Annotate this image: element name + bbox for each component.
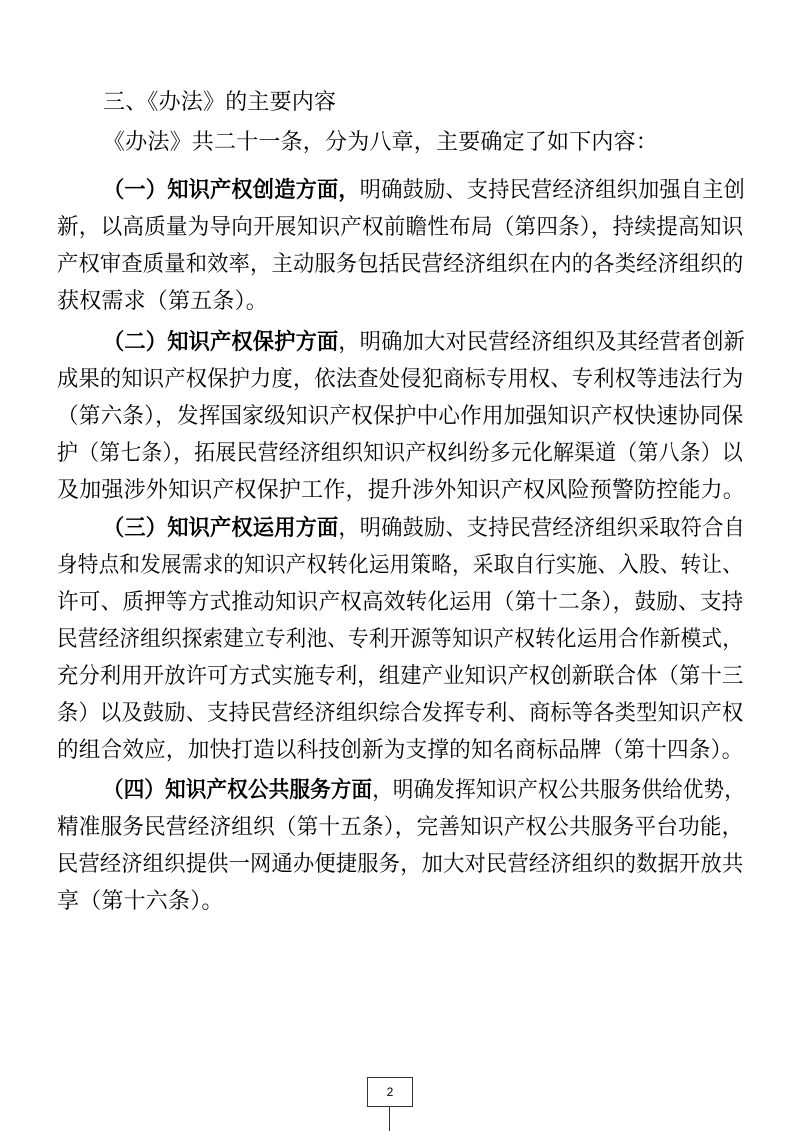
paragraph-4-first-line [103, 776, 745, 806]
paragraph-1-line: 获权需求（第五条）。 [57, 289, 269, 314]
paragraph-3-title: （三）知识产权运用方面 [103, 516, 339, 541]
paragraph-3-line: 身特点和发展需求的知识产权转化运用策略，采取自行实施、入股、转让、 [57, 553, 743, 578]
paragraph-2-text: ，明确加大对民营经济组织及其经营者创新 [338, 330, 745, 355]
paragraph-1-line: 新，以高质量为导向开展知识产权前瞻性布局（第四条），持续提高知识 [57, 215, 744, 240]
paragraph-4-text: ，明确发挥知识产权公共服务供给优势， [372, 778, 745, 803]
paragraph-2-line: 成果的知识产权保护力度，依法查处侵犯商标专用权、专利权等违法行为 [57, 367, 744, 392]
paragraph-2-line: 及加强涉外知识产权保护工作，提升涉外知识产权风险预警防控能力。 [57, 478, 745, 503]
paragraph-4-line: 精准服务民营经济组织（第十五条），完善知识产权公共服务平台功能， [57, 815, 744, 840]
paragraph-2-line: （第六条），发挥国家级知识产权保护中心作用加强知识产权快速协同保 [57, 404, 744, 429]
paragraph-3-line: 充分利用开放许可方式实施专利，组建产业知识产权创新联合体（第十三 [57, 664, 744, 689]
paragraph-4-title: （四）知识产权公共服务方面 [103, 778, 373, 803]
paragraph-2-line: 护（第七条），拓展民营经济组织知识产权纠纷多元化解渠道（第八条）以 [57, 441, 743, 466]
paragraph-4-line: 享（第十六条）。 [57, 889, 224, 914]
section-heading: 三、《办法》的主要内容 [103, 90, 337, 115]
paragraph-2-first-line [103, 328, 745, 358]
paragraph-2-title: （二）知识产权保护方面 [103, 330, 339, 355]
paragraph-3-line: 的组合效应，加快打造以科技创新为支撑的知名商标品牌（第十四条）。 [57, 738, 744, 763]
page-number: 2 [367, 1077, 413, 1107]
intro-line: 《办法》共二十一条，分为八章，主要确定了如下内容： [103, 130, 659, 155]
paragraph-1-title: （一）知识产权创造方面， [103, 178, 360, 203]
paragraph-3-line: 条）以及鼓励、支持民营经济组织综合发挥专利、商标等各类型知识产权 [57, 701, 744, 726]
paragraph-3-text: ，明确鼓励、支持民营经济组织采取符合自 [338, 516, 745, 541]
paragraph-3-line: 民营经济组织探索建立专利池、专利开源等知识产权转化运用合作新模式， [57, 627, 743, 652]
paragraph-1-line: 产权审查质量和效率，主动服务包括民营经济组织在内的各类经济组织的 [57, 252, 744, 277]
paragraph-3-first-line [103, 514, 745, 544]
paragraph-3-line: 许可、质押等方式推动知识产权高效转化运用（第十二条），鼓励、支持 [57, 590, 744, 615]
paragraph-1-text: 明确鼓励、支持民营经济组织加强自主创 [359, 178, 745, 203]
page-number-tick [389, 1107, 390, 1131]
paragraph-1-first-line [103, 176, 745, 206]
paragraph-4-line: 民营经济组织提供一网通办便捷服务，加大对民营经济组织的数据开放共 [57, 852, 744, 877]
